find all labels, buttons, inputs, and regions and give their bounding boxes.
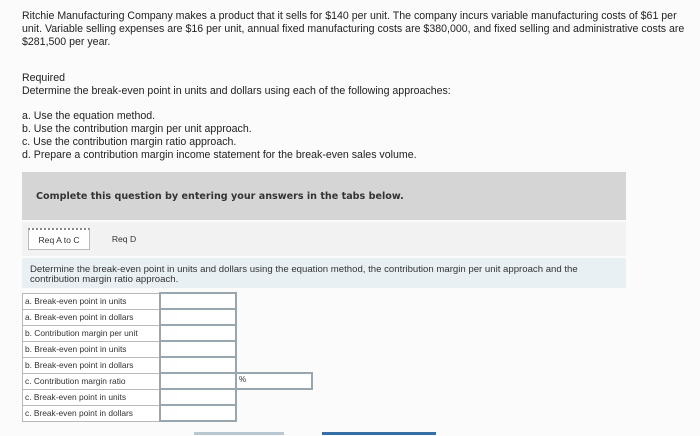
step-a: a. Use the equation method. <box>22 110 156 122</box>
breakeven-units-equation-input[interactable] <box>161 295 235 308</box>
row-label: a. Break-even point in units <box>23 293 161 309</box>
answer-cell[interactable] <box>160 405 236 421</box>
table-row <box>23 389 313 405</box>
breakeven-units-cm-input[interactable] <box>161 343 235 356</box>
cm-ratio-input[interactable] <box>161 375 235 388</box>
table-row <box>23 325 313 341</box>
table-row <box>23 293 313 309</box>
percent-sign: % <box>239 375 247 384</box>
instructions-banner: Complete this question by entering your answers in the tabs below. <box>22 172 626 220</box>
table-row <box>23 373 313 389</box>
answer-cell[interactable] <box>160 357 236 373</box>
row-label: c. Contribution margin ratio <box>23 373 161 389</box>
table-row <box>23 341 313 357</box>
table-row <box>23 357 313 373</box>
tab-req-d[interactable]: Req D <box>111 234 137 244</box>
row-label: c. Break-even point in dollars <box>23 405 161 421</box>
required-heading: Required <box>22 72 65 84</box>
breakeven-dollars-equation-input[interactable] <box>161 311 235 324</box>
tab-req-a-to-c[interactable]: Req A to C <box>28 228 90 250</box>
breakeven-dollars-ratio-input[interactable] <box>161 407 235 420</box>
required-description: Determine the break-even point in units and dollars using each of the following approaches: <box>22 85 451 97</box>
bottom-divider-light <box>194 432 284 435</box>
row-label: a. Break-even point in dollars <box>23 309 161 325</box>
step-b: b. Use the contribution margin per unit approach. <box>22 123 252 135</box>
answer-cell[interactable] <box>160 389 236 405</box>
table-row <box>23 309 313 325</box>
row-label: b. Break-even point in units <box>23 341 161 357</box>
requirement-steps <box>22 110 417 162</box>
answer-cell[interactable] <box>160 293 236 309</box>
tab-bar <box>22 222 626 256</box>
breakeven-dollars-cm-input[interactable] <box>161 359 235 372</box>
table-row <box>23 405 313 421</box>
percent-cell <box>236 373 312 389</box>
step-d: d. Prepare a contribution margin income statement for the break-even sales volume. <box>22 149 417 161</box>
step-c: c. Use the contribution margin ratio approach. <box>22 136 237 148</box>
answer-cell[interactable] <box>160 325 236 341</box>
answer-cell[interactable] <box>160 341 236 357</box>
tab-instruction: Determine the break-even point in units and dollars using the equation method, the contribution margin per unit approach and the contribution margin ratio approach. <box>22 258 626 288</box>
bottom-divider-accent <box>322 432 436 435</box>
answer-cell[interactable] <box>160 373 236 389</box>
problem-statement: Ritchie Manufacturing Company makes a product that it sells for $140 per unit. The company incurs variable manufacturing costs of $61 per unit. Variable selling expenses are $16 per unit, annual fixed manufacturing costs are $380,000, and fixed selling and administrative costs are $281,500 per year. <box>22 10 685 48</box>
row-label: b. Contribution margin per unit <box>23 325 161 341</box>
answer-cell[interactable] <box>160 309 236 325</box>
cm-per-unit-input[interactable] <box>161 327 235 340</box>
answer-table <box>22 292 313 422</box>
row-label: b. Break-even point in dollars <box>23 357 161 373</box>
row-label: c. Break-even point in units <box>23 389 161 405</box>
breakeven-units-ratio-input[interactable] <box>161 391 235 404</box>
